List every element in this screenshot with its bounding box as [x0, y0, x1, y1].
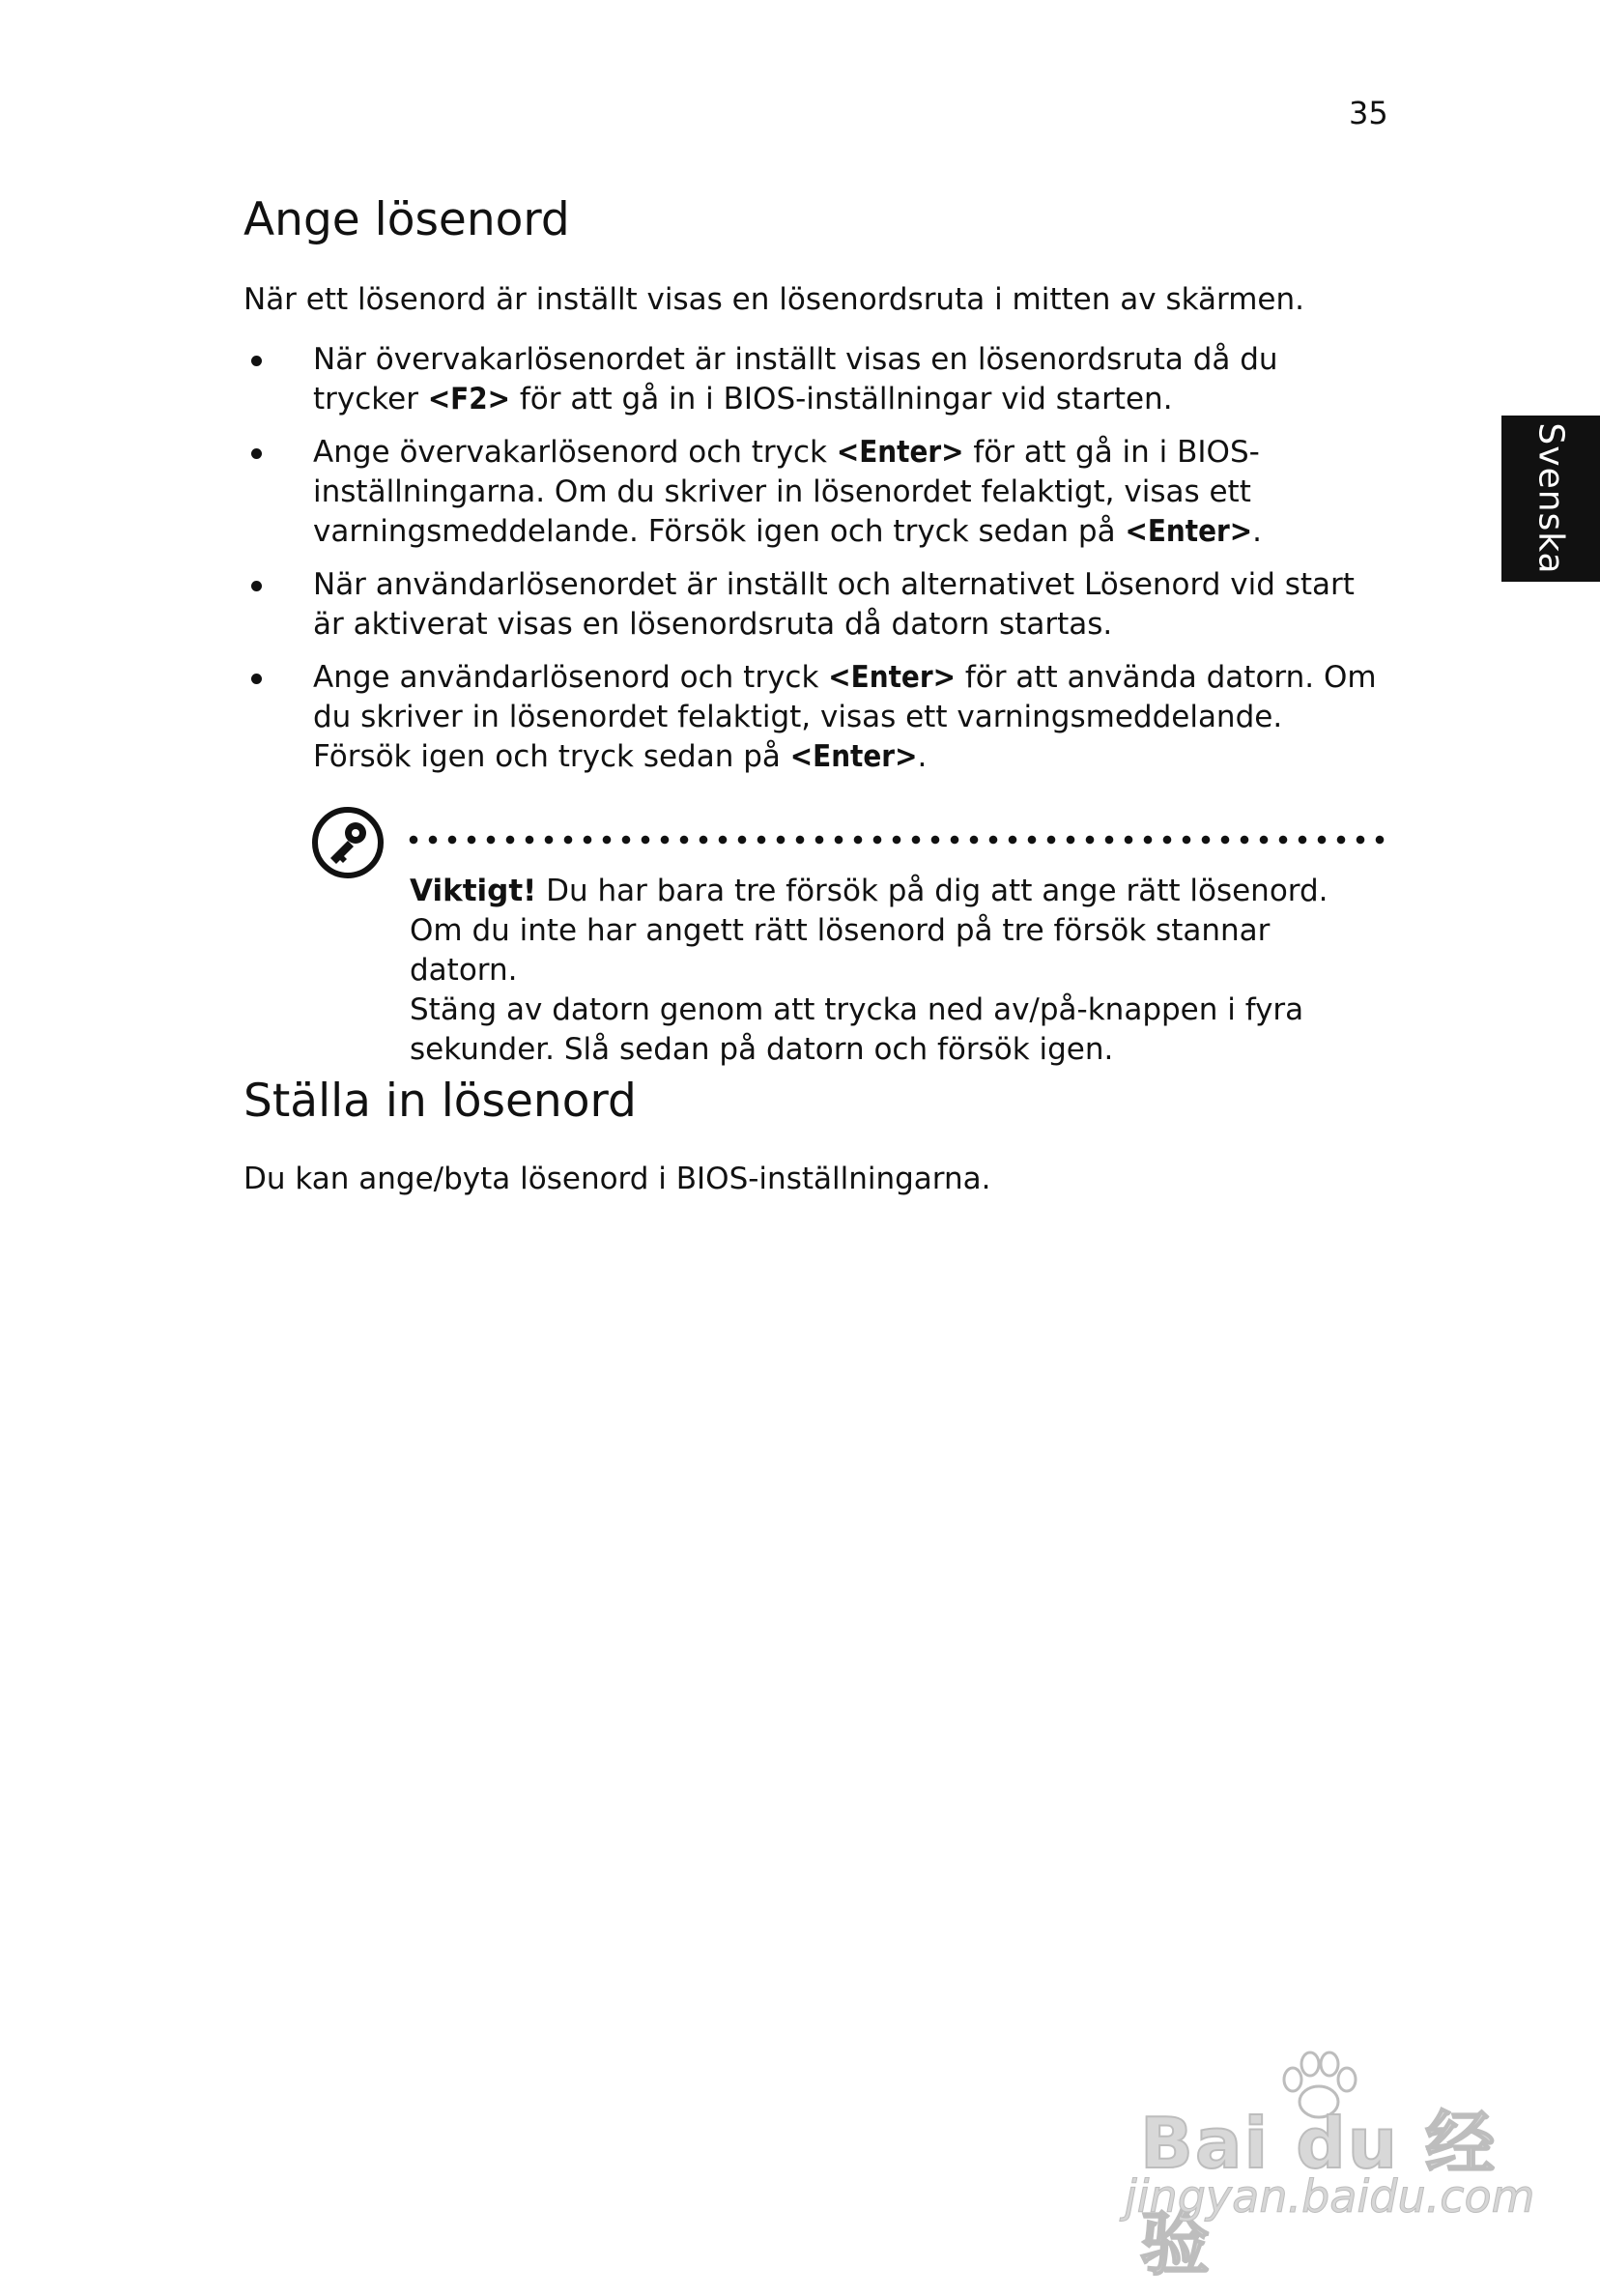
section-title-ange-losenord: Ange lösenord [243, 193, 570, 246]
section2-intro: Du kan ange/byta lösenord i BIOS-inställningarna. [243, 1162, 991, 1196]
language-tab-label: Svenska [1530, 422, 1571, 575]
bullet-item: Ange övervakarlösenord och tryck <Enter> för att gå in i BIOS-inställningarna. Om du skriver in lösenordet felaktigt, visas ett varningsmeddelande. Försök igen och tryck sedan på <Enter>. [243, 433, 1384, 552]
key-enter: <Enter> [789, 739, 918, 774]
watermark-logo: Bai du 经验 [1140, 2103, 1498, 2284]
baidu-watermark [1121, 2049, 1535, 2284]
bullet-item: När användarlösenordet är inställt och alternativet Lösenord vid start är aktiverat visas en lösenordsruta då datorn startas. [243, 565, 1384, 645]
key-f2: <F2> [427, 382, 511, 416]
bullet-dot [251, 448, 262, 459]
important-note: Viktigt! Du har bara tre försök på dig att ange rätt lösenord. Om du inte har angett rätt lösenord på tre försök stannar datorn. Stäng av datorn genom att trycka ned av/på-knappen i fyra sekunder. Slå sedan på datorn och försök igen. [410, 874, 1329, 1067]
bullet-item: När övervakarlösenordet är inställt visas en lösenordsruta då du trycker <F2> för att gå in i BIOS-inställningar vid starten. [243, 340, 1384, 419]
bullet-item: Ange användarlösenord och tryck <Enter> för att använda datorn. Om du skriver in lösenordet felaktigt, visas ett varningsmeddelande. Försök igen och tryck sedan på <Enter>. [243, 658, 1384, 777]
section-title-stalla-in-losenord: Ställa in lösenord [243, 1075, 637, 1128]
section1-intro: När ett lösenord är inställt visas en lösenordsruta i mitten av skärmen. [243, 282, 1304, 317]
watermark-url: jingyan.baidu.com [1125, 2170, 1535, 2223]
key-enter: <Enter> [836, 435, 964, 470]
key-enter: <Enter> [1125, 514, 1253, 549]
note-label: Viktigt! [410, 874, 537, 908]
note-divider [404, 835, 1386, 845]
key-enter: <Enter> [828, 660, 956, 695]
language-tab [1501, 416, 1600, 582]
bullet-dot [251, 581, 262, 591]
bullet-dot [251, 356, 262, 366]
key-icon [309, 804, 386, 881]
bullet-dot [251, 674, 262, 684]
bullet-list [243, 340, 1384, 790]
page-number: 35 [1349, 95, 1388, 131]
